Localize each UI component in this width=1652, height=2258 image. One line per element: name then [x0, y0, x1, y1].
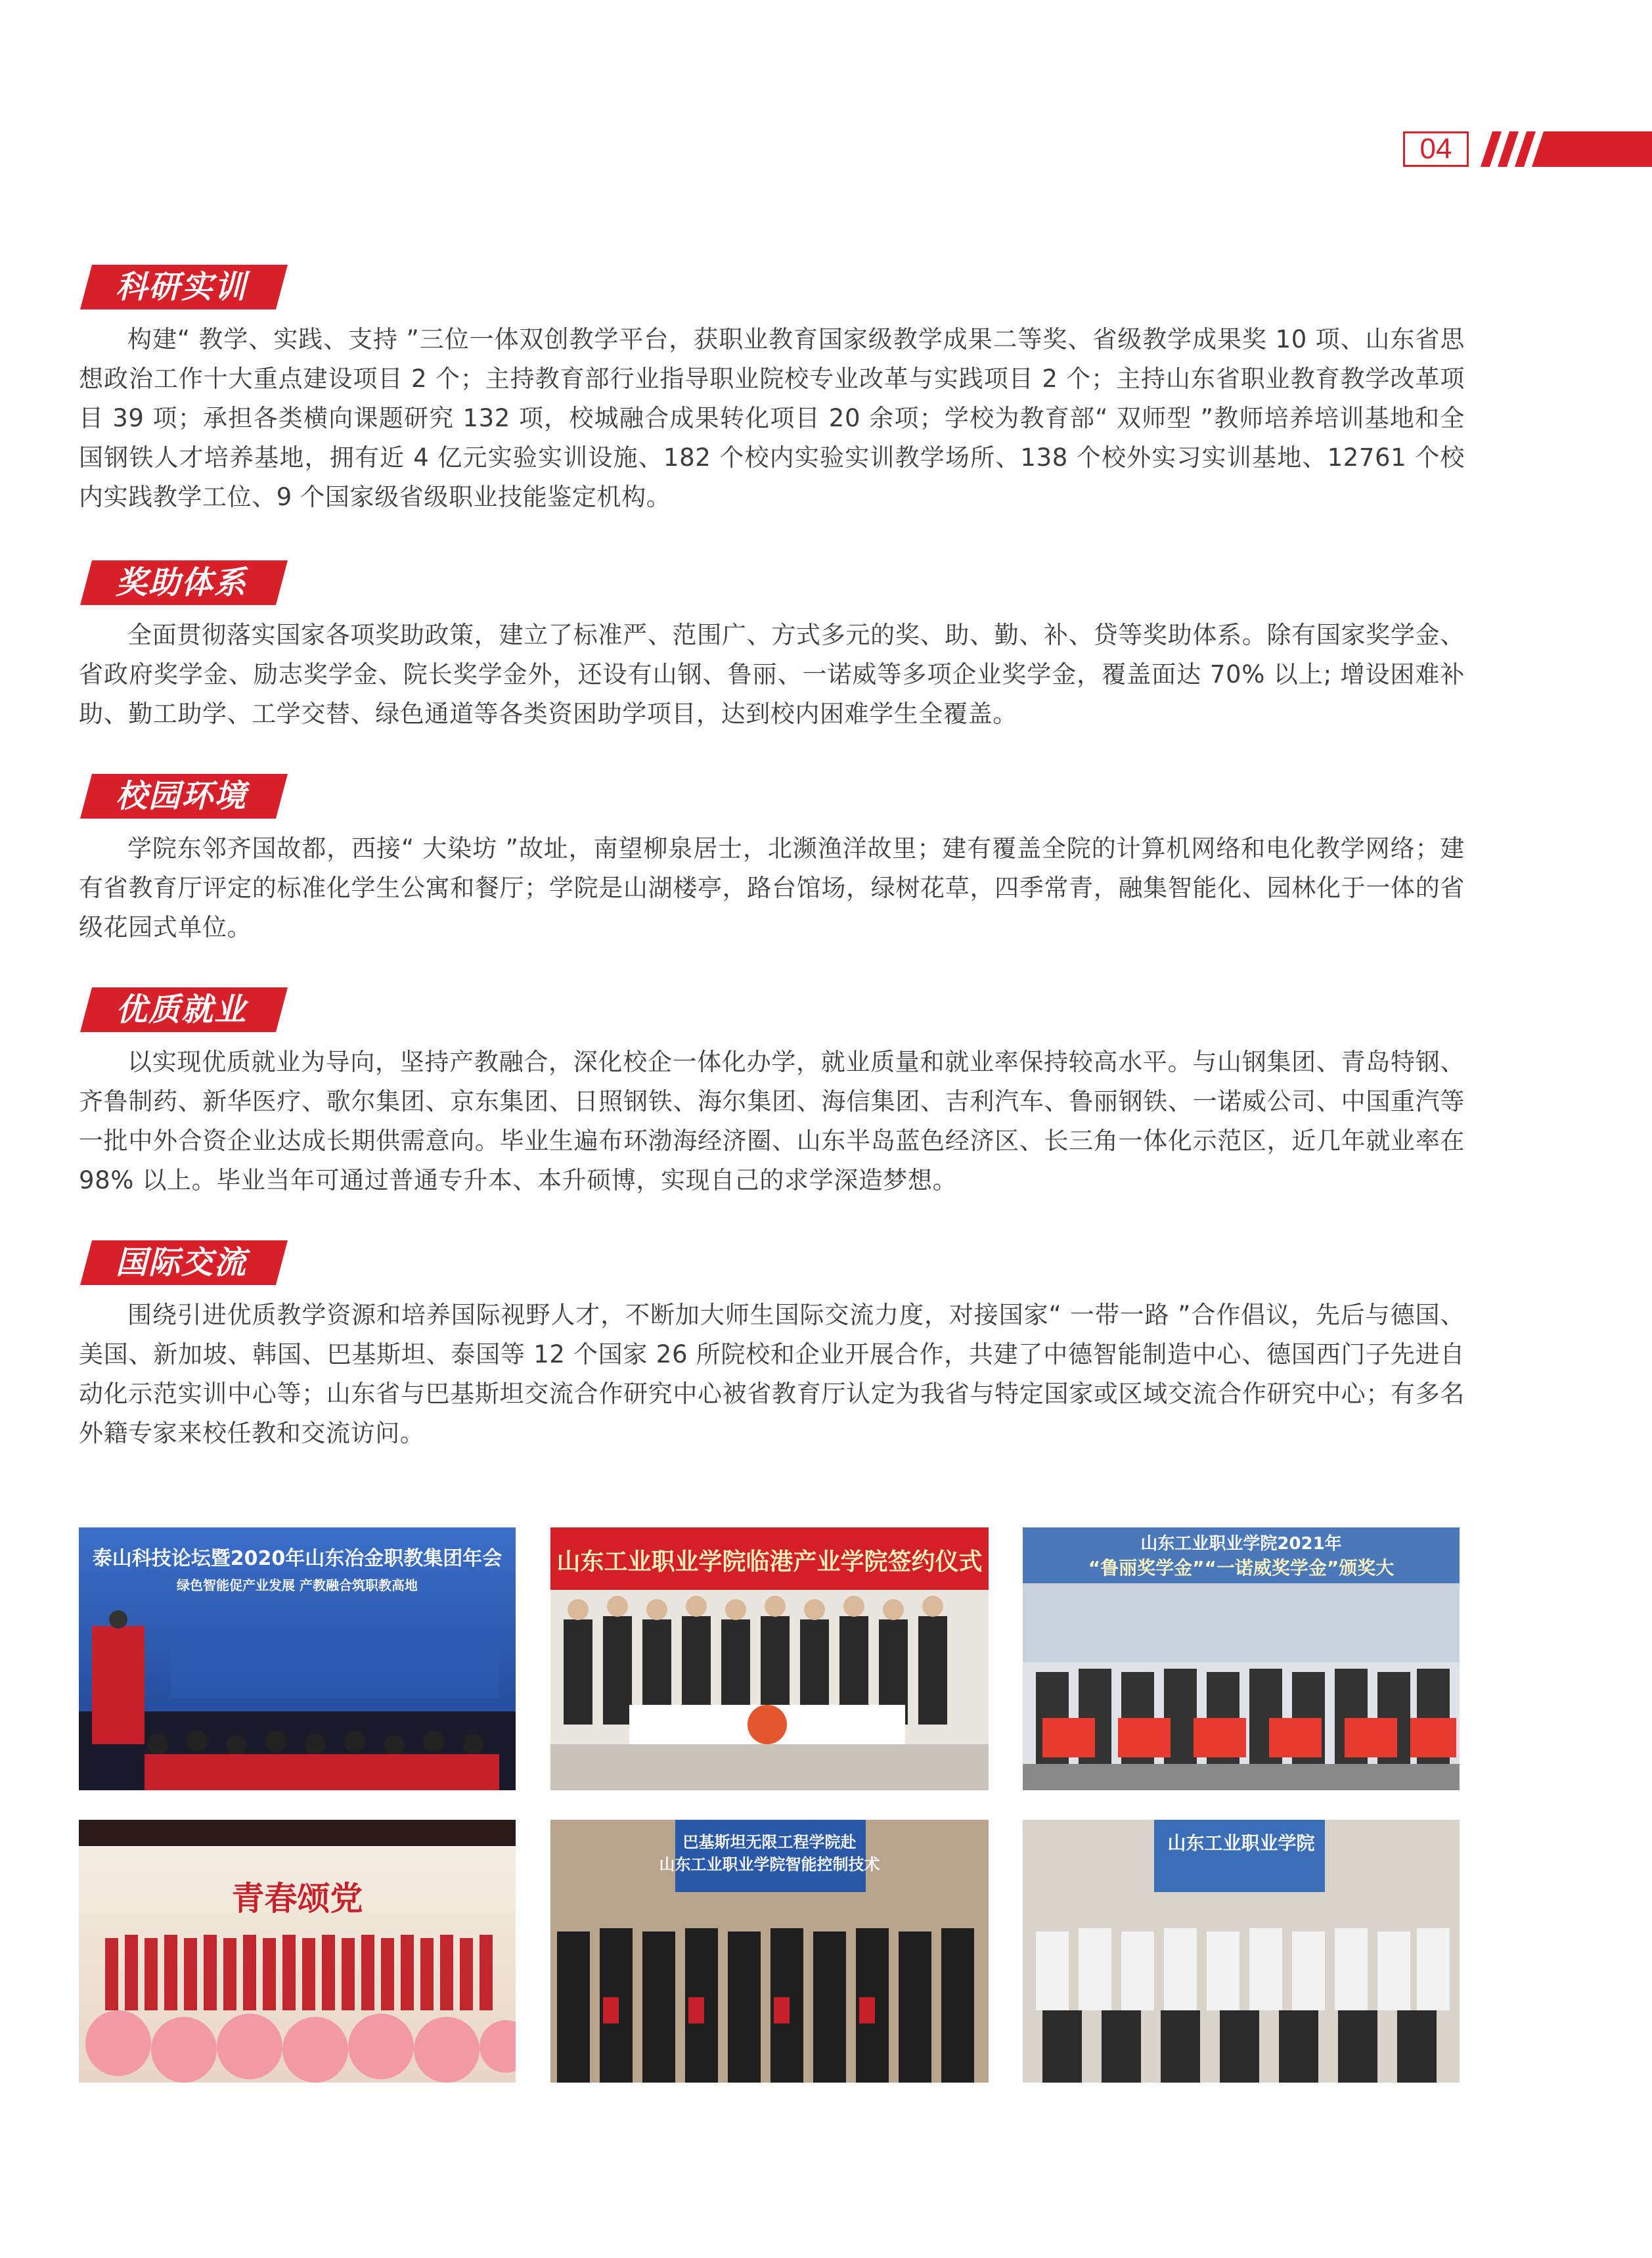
- section-campus: [79, 769, 1465, 947]
- photo-gala: [79, 1820, 516, 2083]
- section-title-badge: [79, 1235, 296, 1290]
- photo-signing: [550, 1527, 989, 1790]
- page-number: 04: [1403, 131, 1469, 167]
- section-title: 校园环境: [116, 778, 248, 815]
- photo-delegation: [550, 1820, 989, 2083]
- photo-scholarship-ceremony: [1023, 1527, 1460, 1790]
- photo-caption: 山东工业职业学院临港产业学院签约仪式: [556, 1548, 983, 1575]
- section-research: [79, 260, 1465, 517]
- section-employment: [79, 982, 1465, 1200]
- photo-caption: 山东工业职业学院: [1167, 1832, 1315, 1854]
- section-text: 以实现优质就业为导向，坚持产教融合，深化校企一体化办学，就业质量和就业率保持较高水平。与山钢集团、青岛特钢、齐鲁制药、新华医疗、歌尔集团、京东集团、日照钢铁、海尔集团、海信集团、吉利汽车、鲁丽钢铁、一诺威公司、中国重汽等一批中外合资企业达成长期供需意向。毕业生遍布环渤海经济圈、山东半岛蓝色经济区、长三角一体化示范区，近几年就业率在 98% 以上。毕业当年可通过普通专升本、本升硕博，实现自己的求学深造梦想。: [79, 1048, 1465, 1194]
- section-title-badge: [79, 769, 296, 824]
- photo-caption: 巴基斯坦无限工程学院赴: [682, 1833, 857, 1851]
- photo-caption: 山东工业职业学院2021年: [1140, 1534, 1342, 1554]
- section-title-badge: [79, 982, 296, 1037]
- photo-subcaption: “鲁丽奖学金”“一诺威奖学金”颁奖大: [1088, 1557, 1395, 1579]
- section-international: [79, 1235, 1465, 1453]
- section-text: 全面贯彻落实国家各项奖助政策，建立了标准严、范围广、方式多元的奖、助、勤、补、贷等奖助体系。除有国家奖学金、省政府奖学金、励志奖学金、院长奖学金外，还设有山钢、鲁丽、一诺威等多项企业奖学金，覆盖面达 70% 以上; 增设困难补助、勤工助学、工学交替、绿色通道等各类资困助学项目，达到校内困难学生全覆盖。: [79, 621, 1465, 728]
- section-title: 科研实训: [116, 269, 248, 305]
- photo-caption: 泰山科技论坛暨2020年山东冶金职教集团年会: [92, 1547, 502, 1570]
- section-text: 构建“ 教学、实践、支持 ”三位一体双创教学平台，获职业教育国家级教学成果二等奖、省级教学成果奖 10 项、山东省思想政治工作十大重点建设项目 2 个；主持教育部行业指导职业院校专业改革与实践项目 2 个；主持山东省职业教育教学改革项目 39 项；承担各类横向课题研究 132 项，校城融合成果转化项目 20 余项；学校为教育部“ 双师型 ”教师培养培训基地和全国钢铁人才培养基地，拥有近 4 亿元实验实训设施、182 个校内实验实训教学场所、138 个校外实习实训基地、12761 个校内实践教学工位、9 个国家级省级职业技能鉴定机构。: [79, 325, 1465, 511]
- stripes-decoration: [1469, 131, 1652, 167]
- section-text: 围绕引进优质教学资源和培养国际视野人才，不断加大师生国际交流力度，对接国家“ 一带一路 ”合作倡议，先后与德国、美国、新加坡、韩国、巴基斯坦、泰国等 12 个国家 26 所院校和企业开展合作，共建了中德智能制造中心、德国西门子先进自动化示范实训中心等；山东省与巴基斯坦交流合作研究中心被省教育厅认定为我省与特定国家或区域交流合作研究中心；有多名外籍专家来校任教和交流访问。: [79, 1301, 1465, 1447]
- page-number-tab: [1403, 131, 1652, 168]
- photo-forum: [79, 1527, 516, 1790]
- section-title-badge: [79, 260, 296, 315]
- photo-students: [1023, 1820, 1460, 2083]
- photo-subcaption: 山东工业职业学院智能控制技术: [659, 1855, 880, 1874]
- photo-subcaption: 绿色智能促产业发展 产教融合筑职教高地: [177, 1577, 418, 1593]
- section-text: 学院东邻齐国故都，西接“ 大染坊 ”故址，南望柳泉居士，北濒渔洋故里；建有覆盖全院的计算机网络和电化教学网络；建有省教育厅评定的标准化学生公寓和餐厅；学院是山湖楼亭，路台馆场，绿树花草，四季常青，融集智能化、园林化于一体的省级花园式单位。: [79, 834, 1465, 941]
- section-scholarship: [79, 555, 1465, 734]
- section-title-badge: [79, 555, 296, 610]
- section-title: 奖助体系: [116, 564, 248, 601]
- photo-caption: 青春颂党: [231, 1880, 363, 1918]
- section-title: 国际交流: [116, 1244, 248, 1281]
- section-title: 优质就业: [116, 991, 248, 1028]
